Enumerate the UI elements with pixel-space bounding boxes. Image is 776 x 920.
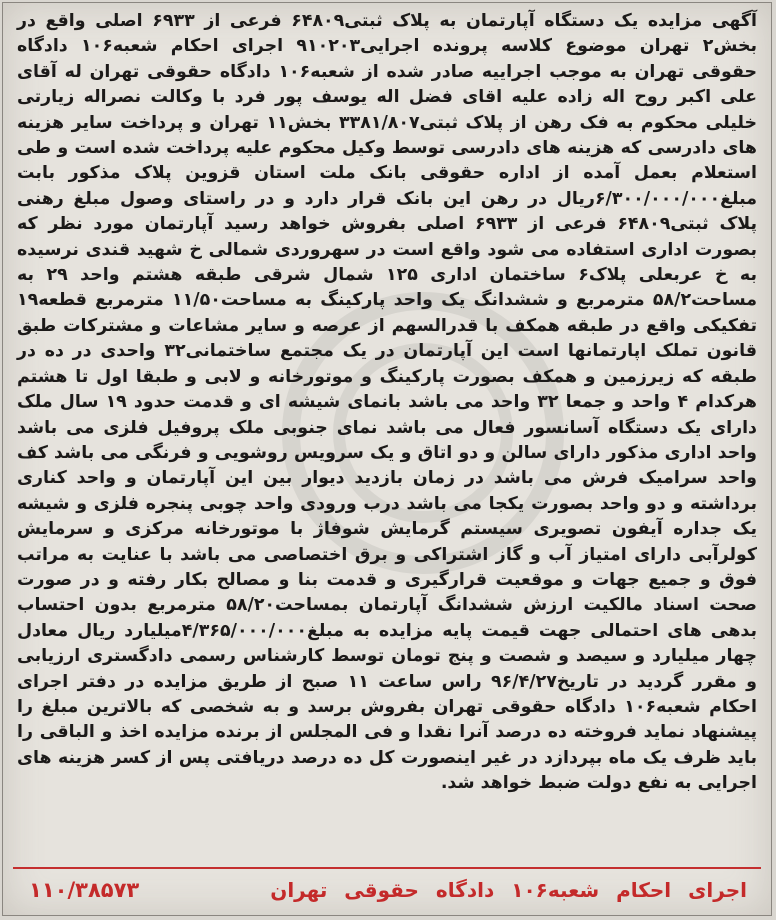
- notice-footer: [13, 867, 761, 911]
- notice-body: آگهی مزایده یک دستگاه آپارتمان به پلاک ثبتی۶۴۸۰۹ فرعی از ۶۹۳۳ اصلی واقع در بخش۲ تهران موضوع کلاسه پرونده اجرایی۹۱۰۲۰۳ اجرای احکام شعبه۱۰۶ دادگاه حقوقی تهران به موجب اجراییه صادر شده از شعبه۱۰۶ دادگاه حقوقی تهران له آقای علی اکبر روح اله زاده علیه اقای فضل اله یوسف پور فرد با وکالت نصراله زیارتی خلیلی محکوم به فک رهن از پلاک ثبتی۳۳۸۱/۸۰۷ بخش۱۱ تهران و پرداخت سایر هزینه های دادرسی که هزینه های دادرسی توسط وکیل محکوم علیه پرداخت شده است و طی استعلام بعمل آمده از اداره حقوقی بانک ملت استان قزوین پلاک مذکور بابت مبلغ۶/۳۰۰/۰۰۰/۰۰۰ریال در رهن این بانک قرار دارد و در راستای وصول مبلغ رهنی پلاک ثبتی۶۴۸۰۹ فرعی از ۶۹۳۳ اصلی بفروش خواهد رسید آپارتمان مورد نظر که بصورت اداری استفاده می شود واقع است در سهروردی شمالی خ شهید قندی نرسیده به خ عربعلی پلاک۶ ساختمان اداری ۱۲۵ شمال شرقی طبقه هشتم واحد ۲۹ به مساحت۵۸/۲ مترمربع و ششدانگ یک واحد پارکینگ به مساحت۱۱/۵۰ مترمربع قطعه۱۹ تفکیکی واقع در طبقه همکف با قدرالسهم از عرصه و سایر مشاعات و مشترکات طبق قانون تملک اپارتمانها است این آپارتمان در یک مجتمع ساختمانی۳۲ واحدی در ده در طبقه که زیرزمین و همکف بصورت پارکینگ و موتورخانه و لابی و طبقا اول تا هشتم هرکدام ۴ واحد و جمعا ۳۲ واحد می باشد بانمای شیشه ای و قدمت حدود ۱۹ سال ملک دارای یک دستگاه آسانسور فعال می باشد نمای جنوبی ملک پروفیل فلزی می باشد واحد اداری مذکور دارای سالن و دو اتاق و یک سرویس روشویی و فرنگی می باشد کف واحد سرامیک فرش می باشد در زمان بازدید دیوار بین این آپارتمان و واحد کناری برداشته و دو واحد بصورت یکجا می باشد درب ورودی واحد چوبی پنجره فلزی و شیشه یک جداره آیفون تصویری سیستم گرمایش شوفاژ با موتورخانه مرکزی و سرمایش کولرآبی دارای امتیاز آب و گاز اشتراکی و برق اختصاصی می باشد با عنایت به مراتب فوق و جمیع جهات و موقعیت قرارگیری و قدمت بنا و مصالح بکار رفته و در صورت صحت اسناد مالکیت ارزش ششدانگ آپارتمان بمساحت۵۸/۲۰ مترمربع بدون احتساب بدهی های احتمالی جهت قیمت پایه مزایده به مبلغ۴/۳۶۵/۰۰۰/۰۰۰میلیارد ریال معادل چهار میلیارد و سیصد و شصت و پنج تومان توسط کارشناس رسمی دادگستری ارزیابی و مقرر گردید در تاریخ۹۶/۴/۲۷ راس ساعت ۱۱ صبح از طریق مزایده در دفتر اجرای احکام شعبه۱۰۶ دادگاه حقوقی تهران بفروش برسد و به شخصی که بالاترین مبلغ را پیشنهاد نماید فروخته ده درصد آنرا نقدا و فی المجلس از برنده مزایده اخذ و الباقی را باید ظرف یک ماه بپردازد در غیر اینصورت کل ده درصد دریافتی پس از کسر هزینه های اجرایی به نفع دولت ضبط خواهد شد.: [17, 11, 758, 794]
- issuing-authority: اجرای احکام شعبه۱۰۶ دادگاه حقوقی تهران: [270, 878, 747, 902]
- newspaper-clipping: [2, 2, 772, 916]
- notice-number: ۱۱۰/۳۸۵۷۳: [29, 878, 140, 902]
